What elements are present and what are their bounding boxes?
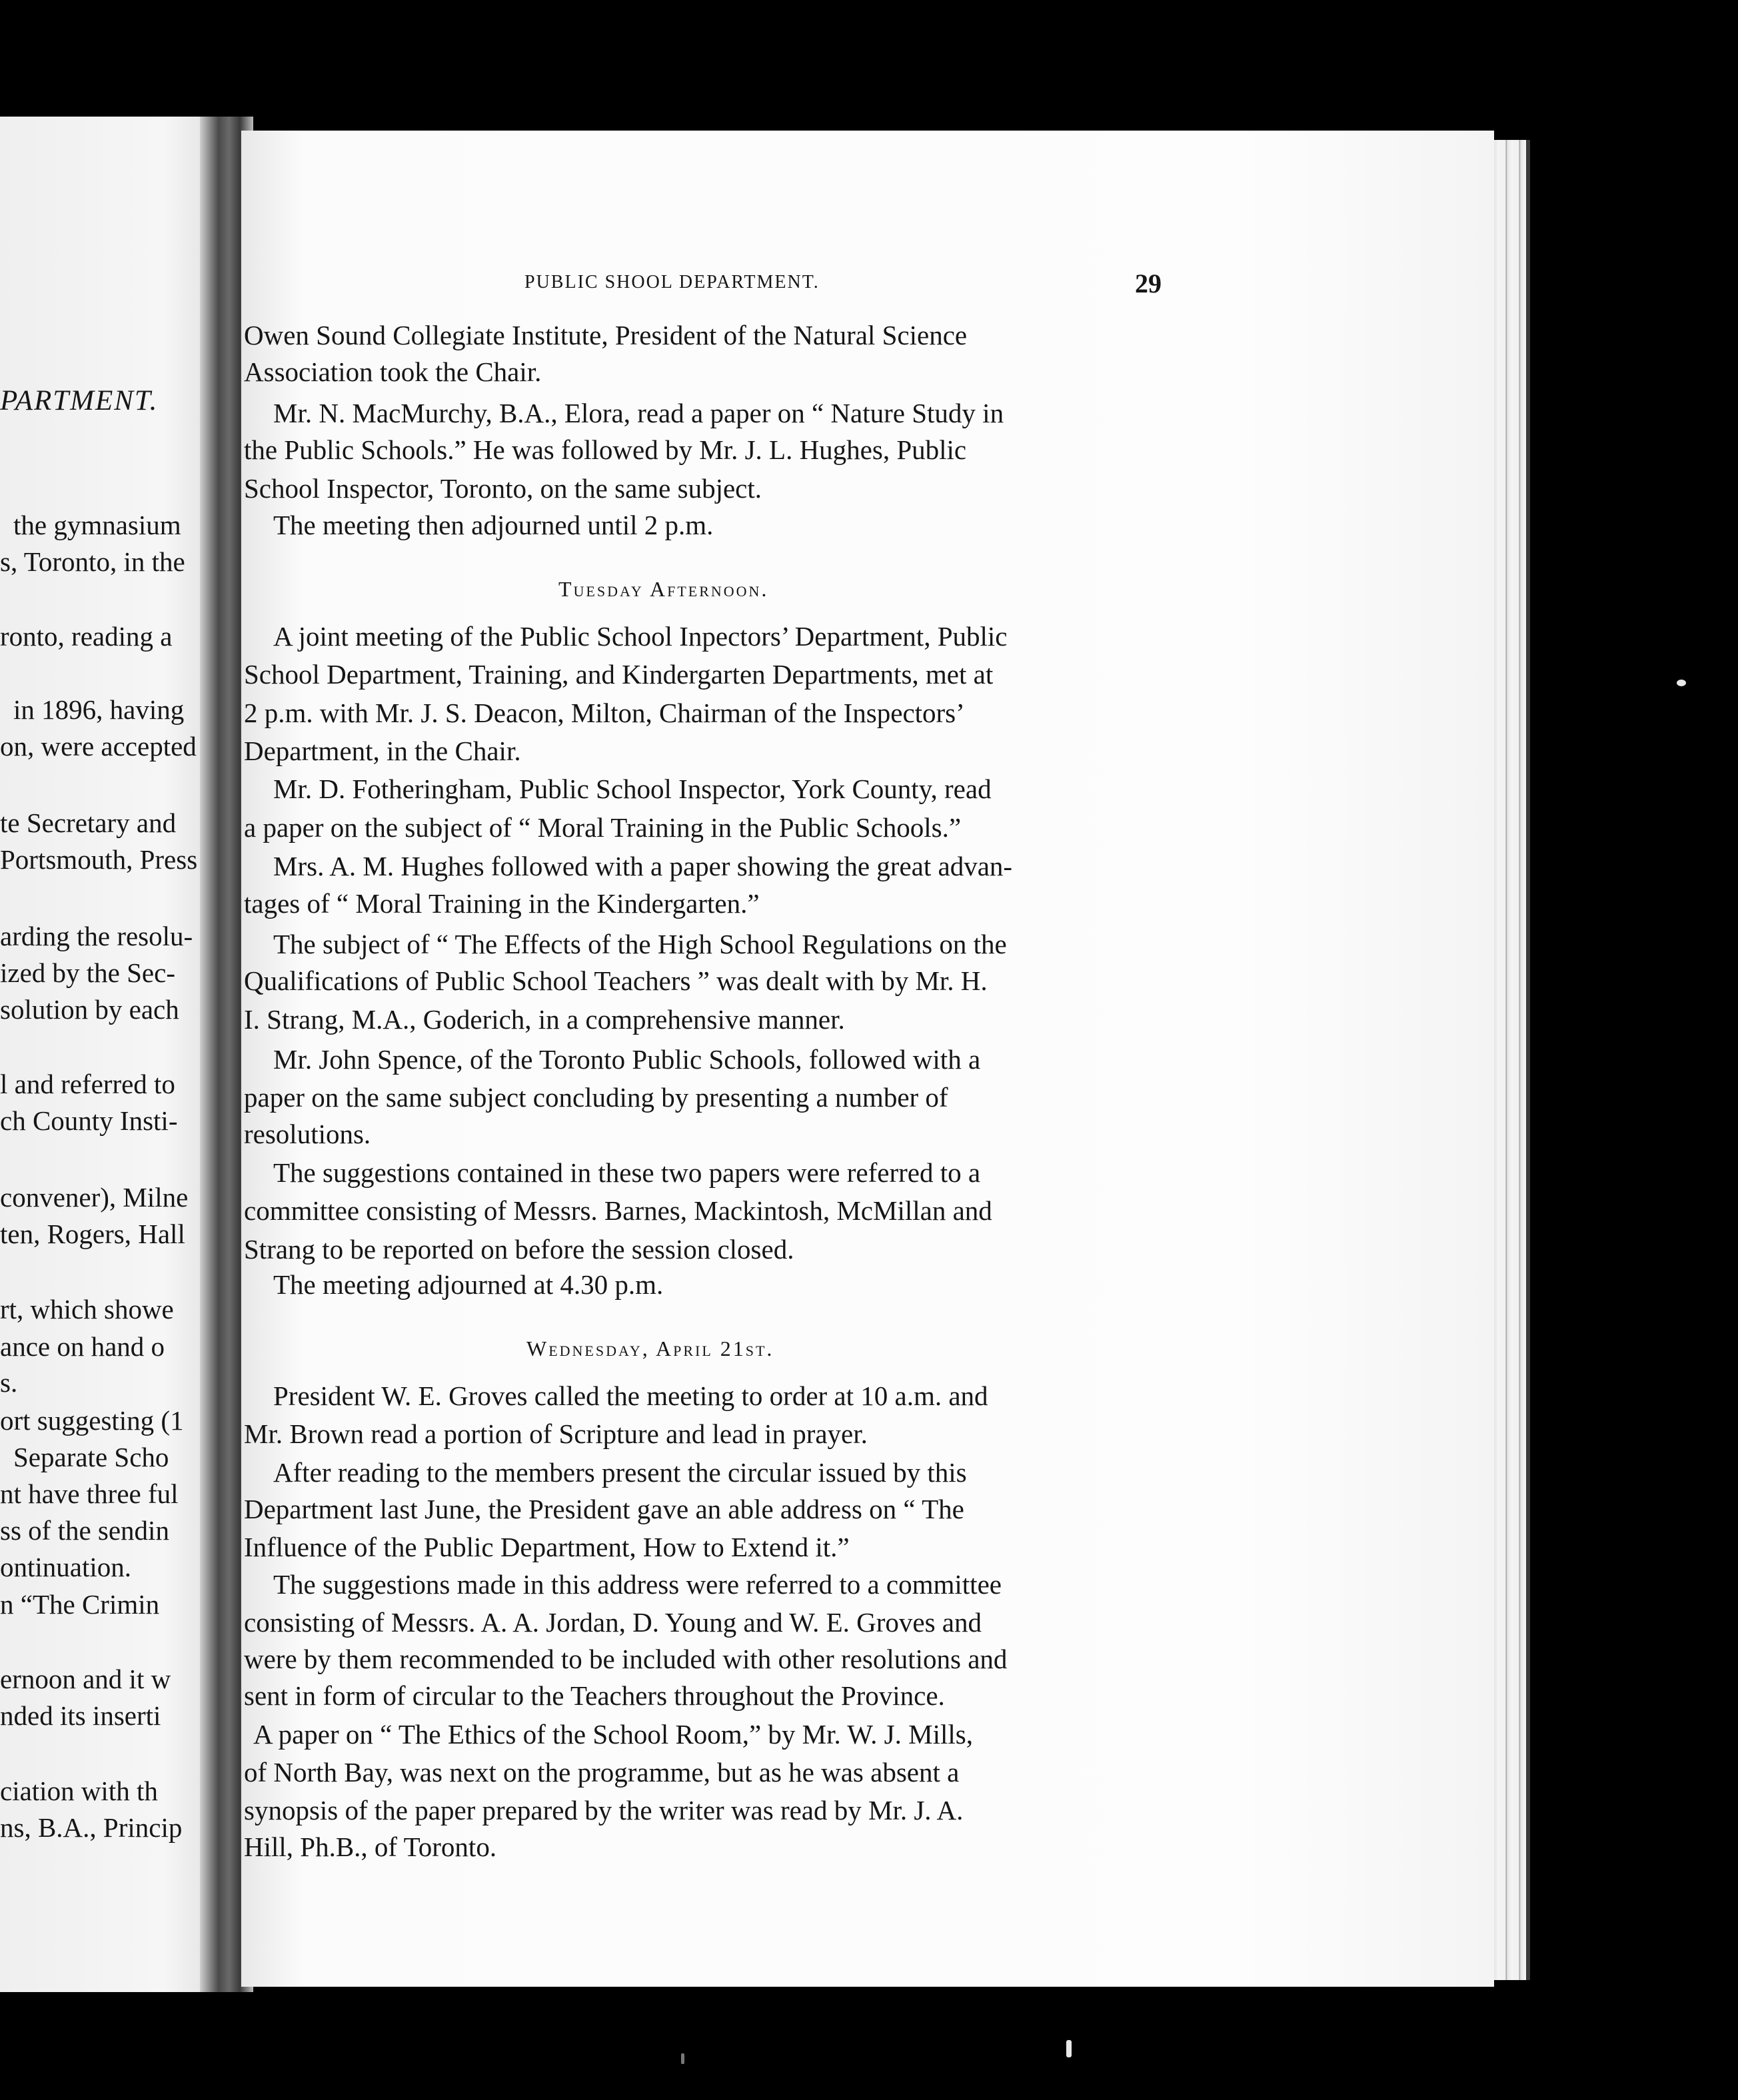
left-page-line: ch County Insti-: [0, 1105, 178, 1136]
body-line: committee consisting of Messrs. Barnes, Mackintosh, McMillan and: [244, 1195, 992, 1226]
left-page-line: arding the resolu-: [0, 921, 193, 951]
body-line: Association took the Chair.: [244, 356, 542, 387]
left-page-line: s, Toronto, in the: [0, 546, 185, 577]
left-page-line: ronto, reading a: [0, 621, 173, 652]
body-line: resolutions.: [244, 1119, 371, 1149]
left-page-line: l and referred to: [0, 1069, 175, 1099]
body-line: 2 p.m. with Mr. J. S. Deacon, Milton, Chairman of the Inspectors’: [244, 698, 965, 728]
section-heading-wednesday: Wednesday, April 21st.: [526, 1336, 774, 1360]
body-line: The subject of “ The Effects of the High School Regulations on the: [273, 929, 1007, 959]
body-line: paper on the same subject concluding by presenting a number of: [244, 1082, 948, 1113]
body-line: tages of “ Moral Training in the Kindergarten.”: [244, 888, 760, 919]
left-page-line: ance on hand o: [0, 1331, 165, 1362]
body-line: Strang to be reported on before the session closed.: [244, 1234, 794, 1265]
body-line: consisting of Messrs. A. A. Jordan, D. Young and W. E. Groves and: [244, 1607, 982, 1638]
body-line: Qualifications of Public School Teachers ” was dealt with by Mr. H.: [244, 965, 988, 996]
body-line: Mrs. A. M. Hughes followed with a paper showing the great advan-: [273, 851, 1013, 881]
left-page-line: te Secretary and: [0, 807, 177, 838]
left-page-line: ns, B.A., Princip: [0, 1812, 183, 1843]
left-page-line: nded its inserti: [0, 1700, 161, 1731]
body-line: A joint meeting of the Public School Inpectors’ Department, Public: [273, 621, 1008, 652]
left-page-line: Portsmouth, Press: [0, 844, 198, 875]
body-line: were by them recommended to be included with other resolutions and: [244, 1644, 1008, 1674]
left-page-heading: PARTMENT.: [0, 385, 159, 416]
body-line: After reading to the members present the circular issued by this: [273, 1457, 967, 1488]
left-page-line: rt, which showe: [0, 1294, 174, 1324]
left-page-line: ss of the sendin: [0, 1515, 169, 1546]
left-page-line: solution by each: [0, 994, 179, 1025]
body-line: Mr. Brown read a portion of Scripture and lead in prayer.: [244, 1418, 868, 1449]
left-page-line: n “The Crimin: [0, 1589, 160, 1620]
scan-speck: [1677, 680, 1686, 686]
body-line: I. Strang, M.A., Goderich, in a comprehensive manner.: [244, 1004, 845, 1035]
body-line: School Department, Training, and Kindergarten Departments, met at: [244, 659, 994, 690]
body-line: School Inspector, Toronto, on the same subject.: [244, 473, 762, 504]
left-page-line: ort suggesting (1: [0, 1405, 184, 1436]
left-page-line: Separate Scho: [13, 1442, 169, 1472]
body-line: Mr. D. Fotheringham, Public School Inspector, York County, read: [273, 774, 992, 804]
body-line: The suggestions contained in these two papers were referred to a: [273, 1157, 981, 1188]
body-line: Hill, Ph.B., of Toronto.: [244, 1832, 497, 1862]
body-line: The meeting adjourned at 4.30 p.m.: [273, 1269, 664, 1300]
body-line: Mr. John Spence, of the Toronto Public Schools, followed with a: [273, 1044, 981, 1075]
running-head: PUBLIC SHOOL DEPARTMENT.: [524, 272, 820, 292]
left-page-line: on, were accepted: [0, 731, 197, 762]
body-line: a paper on the subject of “ Moral Training in the Public Schools.”: [244, 812, 962, 843]
body-line: of North Bay, was next on the programme, but as he was absent a: [244, 1757, 960, 1788]
body-line: Influence of the Public Department, How to Extend it.”: [244, 1532, 850, 1562]
body-line: sent in form of circular to the Teachers throughout the Province.: [244, 1680, 945, 1711]
left-page-line: the gymnasium: [13, 510, 181, 540]
body-line: Department last June, the President gave an able address on “ The: [244, 1494, 964, 1524]
body-line: President W. E. Groves called the meeting to order at 10 a.m. and: [273, 1380, 988, 1411]
body-line: A paper on “ The Ethics of the School Room,” by Mr. W. J. Mills,: [253, 1719, 973, 1750]
left-page-line: in 1896, having: [13, 694, 185, 725]
left-page-line: ten, Rogers, Hall: [0, 1219, 185, 1249]
left-page-line: convener), Milne: [0, 1182, 189, 1213]
section-heading-tuesday-afternoon: Tuesday Afternoon.: [558, 577, 769, 601]
left-page-line: ciation with th: [0, 1776, 158, 1806]
body-line: Owen Sound Collegiate Institute, President of the Natural Science: [244, 320, 968, 350]
body-line: Department, in the Chair.: [244, 736, 521, 766]
left-page-line: ized by the Sec-: [0, 957, 175, 988]
left-page-line: nt have three ful: [0, 1478, 179, 1509]
page-number: 29: [1135, 268, 1162, 298]
scan-speck: [681, 2053, 684, 2064]
scan-speck: [1066, 2040, 1072, 2057]
body-line: synopsis of the paper prepared by the writer was read by Mr. J. A.: [244, 1795, 964, 1826]
body-line: Mr. N. MacMurchy, B.A., Elora, read a paper on “ Nature Study in: [273, 398, 1004, 428]
left-page-line: ernoon and it w: [0, 1664, 171, 1694]
body-line: the Public Schools.” He was followed by Mr. J. L. Hughes, Public: [244, 434, 967, 465]
body-line: The meeting then adjourned until 2 p.m.: [273, 510, 714, 540]
body-line: The suggestions made in this address were referred to a committee: [273, 1569, 1002, 1600]
left-page-line: s.: [0, 1367, 18, 1398]
left-page-line: ontinuation.: [0, 1552, 132, 1582]
